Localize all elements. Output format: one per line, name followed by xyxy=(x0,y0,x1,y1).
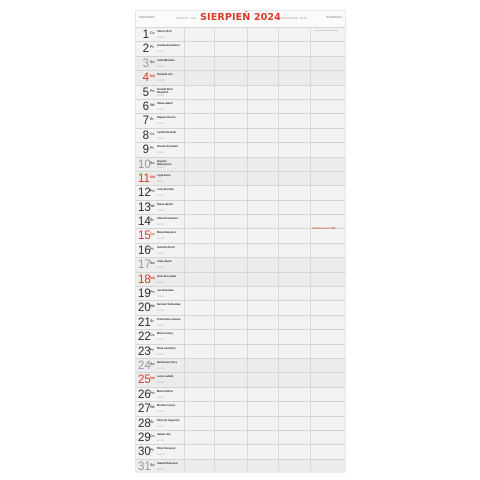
day-of-week: Pt xyxy=(150,246,154,251)
day-of-week: Pn xyxy=(150,189,155,194)
day-row[interactable] xyxy=(136,85,345,99)
day-of-week: Śr xyxy=(150,218,154,223)
day-row[interactable] xyxy=(136,315,345,329)
day-number: 9 xyxy=(142,144,149,157)
day-of-year: 232/134 xyxy=(157,296,165,299)
holiday-note: Wniebowzięcie NMP xyxy=(312,227,336,230)
day-row[interactable] xyxy=(136,387,345,401)
day-of-week: So xyxy=(150,361,155,366)
day-of-week: Nd xyxy=(150,275,155,280)
day-row[interactable] xyxy=(136,272,345,286)
calendar-sheet xyxy=(135,10,346,471)
day-of-week: Nd xyxy=(150,376,155,381)
day-of-week: So xyxy=(150,160,155,165)
day-row[interactable] xyxy=(136,128,345,142)
day-row[interactable] xyxy=(136,372,345,386)
day-of-year: 217/149 xyxy=(157,80,165,83)
name-day-text: Lech Euzebia xyxy=(157,188,174,192)
day-of-week: Cz xyxy=(150,131,155,136)
day-of-year: 242/124 xyxy=(157,439,165,442)
day-number: 6 xyxy=(142,100,149,113)
day-of-year: 220/146 xyxy=(157,123,165,126)
day-number: 25 xyxy=(138,374,151,387)
day-of-week: Cz xyxy=(150,31,155,35)
day-of-year: 234/132 xyxy=(157,324,165,327)
day-number: 16 xyxy=(138,244,151,257)
sun-times-right: Wschód 5:04 – 20:26 xyxy=(282,17,307,20)
day-of-year: 241/125 xyxy=(157,425,165,428)
name-day-text: Ilona Bronisław xyxy=(157,274,177,278)
day-of-week: Pt xyxy=(150,146,154,151)
day-of-year: 229/137 xyxy=(157,252,165,255)
day-number: 14 xyxy=(138,216,151,229)
day-row[interactable] xyxy=(136,358,345,372)
day-row[interactable] xyxy=(136,142,345,156)
day-of-year: 230/136 xyxy=(157,267,165,270)
day-number: 24 xyxy=(138,359,151,372)
day-number: 7 xyxy=(142,115,149,128)
day-row[interactable] xyxy=(136,344,345,358)
day-row[interactable] xyxy=(136,286,345,300)
day-of-week: Wt xyxy=(150,405,155,410)
day-of-week: So xyxy=(150,462,155,467)
day-of-year: 244/122 xyxy=(157,468,165,471)
name-day-text: Bernard Sobiesław xyxy=(157,303,181,307)
name-day-text: Ligia Klara xyxy=(157,173,171,177)
day-number: 23 xyxy=(138,345,151,358)
day-row[interactable] xyxy=(136,70,345,84)
day-of-week: Śr xyxy=(150,419,154,424)
day-number: 29 xyxy=(138,431,151,444)
day-number: 10 xyxy=(138,158,151,171)
day-of-year: 226/140 xyxy=(157,209,165,212)
day-of-year: 219/147 xyxy=(157,108,165,111)
day-of-week: Wt xyxy=(150,102,155,107)
page-title: SIERPIEŃ 2024 xyxy=(200,12,281,23)
day-row[interactable] xyxy=(136,113,345,127)
name-day-text: Alfred Euzebiusz xyxy=(157,217,178,221)
day-row[interactable] xyxy=(136,56,345,70)
day-row[interactable] xyxy=(136,171,345,185)
day-of-year: 228/138 xyxy=(157,238,165,241)
name-day-text: Maria Zefiryn xyxy=(157,389,174,393)
name-day-text: Joachim Roch xyxy=(157,245,175,249)
day-row[interactable] xyxy=(136,185,345,199)
day-number: 22 xyxy=(138,331,151,344)
name-day-text: Maria Cezary xyxy=(157,332,174,336)
day-number: 31 xyxy=(138,460,151,473)
day-row[interactable] xyxy=(136,257,345,271)
day-number: 13 xyxy=(138,201,151,214)
day-of-year: 231/135 xyxy=(157,281,165,284)
day-of-week: Śr xyxy=(150,318,154,323)
day-row[interactable] xyxy=(136,228,345,242)
day-of-week: So xyxy=(150,59,155,64)
day-of-year: 243/123 xyxy=(157,454,165,457)
day-number: 8 xyxy=(142,129,149,142)
day-of-week: Nd xyxy=(150,174,155,179)
day-of-week: Pn xyxy=(150,290,155,295)
name-day-text: Bartłomiej Jerzy xyxy=(157,360,178,364)
day-of-year: 223/143 xyxy=(157,166,165,169)
name-day-text: Gustaw Euzebiusz xyxy=(157,44,180,48)
day-number: 30 xyxy=(138,446,151,459)
day-of-week: Pn xyxy=(150,88,155,93)
day-number: 21 xyxy=(138,316,151,329)
day-number: 28 xyxy=(138,417,151,430)
day-of-week: Pt xyxy=(150,45,154,50)
day-rows xyxy=(136,27,345,473)
name-day-text: Kajetan Dorota xyxy=(157,116,176,120)
day-row[interactable] xyxy=(136,416,345,430)
day-row[interactable] xyxy=(136,444,345,458)
day-number: 5 xyxy=(142,86,149,99)
name-day-text: Sława Jakub xyxy=(157,101,173,105)
day-number: 15 xyxy=(138,230,151,243)
day-of-year: 214/152 xyxy=(157,37,165,39)
name-day-text: Maria Napoleon xyxy=(157,231,177,235)
day-number: 20 xyxy=(138,302,151,315)
month-label-left: SIERPIEŃ xyxy=(139,15,155,19)
day-number: 17 xyxy=(138,259,151,272)
day-of-year: 240/126 xyxy=(157,411,165,414)
name-day-text: Dominik Jan xyxy=(157,73,173,77)
day-number: 27 xyxy=(138,403,151,416)
day-row[interactable] xyxy=(136,41,345,55)
name-day-text: Róża Szczęsny xyxy=(157,447,176,451)
day-number: 18 xyxy=(138,273,151,286)
day-of-week: Cz xyxy=(150,232,155,237)
day-row[interactable] xyxy=(136,459,345,473)
day-number: 4 xyxy=(142,72,149,85)
day-of-week: Pt xyxy=(150,347,154,352)
day-of-week: Wt xyxy=(150,203,155,208)
day-of-week: Cz xyxy=(150,433,155,438)
day-of-year: 216/150 xyxy=(157,65,165,68)
day-of-week: Pn xyxy=(150,390,155,395)
day-of-week: Cz xyxy=(150,333,155,338)
month-label-right: SIERPIEŃ xyxy=(326,15,342,19)
day-of-week: Pt xyxy=(150,448,154,453)
name-day-text: Róża Apolinary xyxy=(157,346,176,350)
top-note: Święto Wojska Polskiego xyxy=(314,30,339,32)
day-of-year: 236/130 xyxy=(157,353,165,356)
sun-times-left: Lato 20:07 – 5:04 xyxy=(176,17,197,20)
name-day-text: Sabina Jan xyxy=(157,432,171,436)
name-day-text: Oswald Emil Wojciech xyxy=(157,87,173,94)
name-day-text: Lidia Nikodem xyxy=(157,58,175,62)
day-of-week: Wt xyxy=(150,304,155,309)
name-day-text: Bogdan Wawrzyniec xyxy=(157,159,172,166)
name-day-text: Diana Hipolit xyxy=(157,202,173,206)
day-row[interactable] xyxy=(136,329,345,343)
day-of-year: 233/133 xyxy=(157,310,165,313)
day-of-year: 238/128 xyxy=(157,382,165,385)
day-row[interactable] xyxy=(136,401,345,415)
day-row[interactable] xyxy=(136,200,345,214)
day-of-year: 215/151 xyxy=(157,51,165,54)
day-number: 1 xyxy=(142,29,149,41)
name-day-text: Cyriak Dominik xyxy=(157,130,176,134)
day-row[interactable] xyxy=(136,99,345,113)
name-day-text: Izabela Rajmund xyxy=(157,461,178,465)
day-number: 2 xyxy=(142,43,149,56)
day-of-week: Nd xyxy=(150,74,155,79)
day-of-year: 235/131 xyxy=(157,339,165,342)
day-row[interactable] xyxy=(136,157,345,171)
day-number: 11 xyxy=(138,172,150,185)
day-of-year: 224/142 xyxy=(157,180,165,183)
name-day-text: Roman Romuald xyxy=(157,145,178,149)
name-day-text: Franciszka Joanna xyxy=(157,317,181,321)
day-number: 3 xyxy=(142,57,149,70)
day-of-week: So xyxy=(150,261,155,266)
day-of-year: 227/139 xyxy=(157,224,165,227)
name-day-text: Jan Bolesław xyxy=(157,289,174,293)
day-row[interactable] xyxy=(136,243,345,257)
name-day-text: Patrycja Augustyn xyxy=(157,418,180,422)
day-number: 26 xyxy=(138,388,151,401)
name-day-text: Luiza Ludwik xyxy=(157,375,174,379)
day-of-year: 221/145 xyxy=(157,137,165,140)
name-day-text: Alfons Piotr xyxy=(157,30,172,33)
day-of-year: 237/129 xyxy=(157,367,165,370)
day-number: 12 xyxy=(138,187,151,200)
calendar-header xyxy=(136,11,345,27)
day-row[interactable] xyxy=(136,300,345,314)
day-of-year: 218/148 xyxy=(157,94,165,97)
day-of-year: 239/127 xyxy=(157,396,165,399)
name-day-text: Anita Jacek xyxy=(157,260,172,264)
day-of-year: 225/141 xyxy=(157,195,165,198)
name-day-text: Monika Cezary xyxy=(157,404,176,408)
day-number: 19 xyxy=(138,288,151,301)
day-row[interactable] xyxy=(136,430,345,444)
day-of-week: Śr xyxy=(150,117,154,122)
day-of-year: 222/144 xyxy=(157,152,165,155)
